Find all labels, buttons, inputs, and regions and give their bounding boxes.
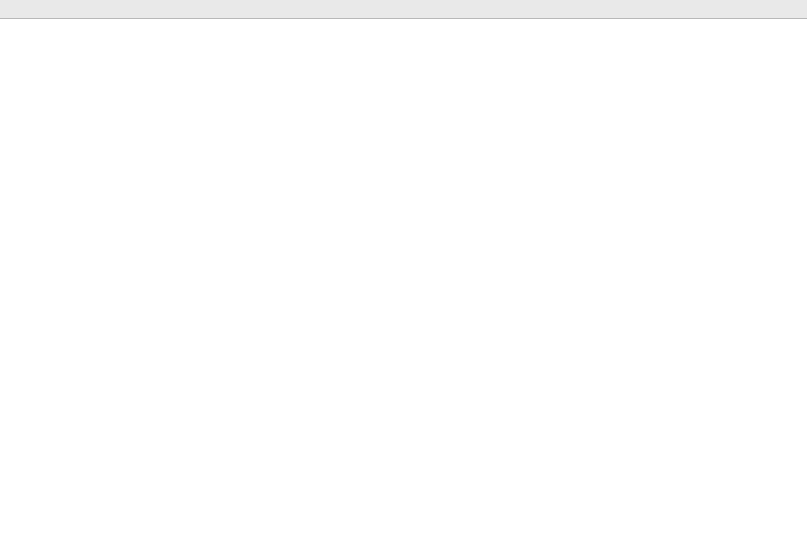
column-header-bar bbox=[0, 0, 807, 19]
